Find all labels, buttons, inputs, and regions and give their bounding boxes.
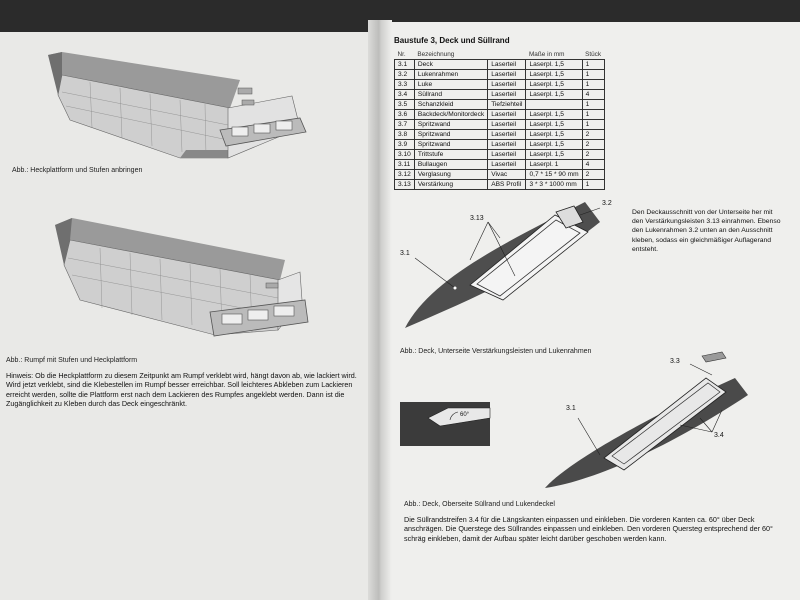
cell-typ: Laserteil: [488, 70, 526, 80]
label-3-1: 3.1: [400, 250, 410, 257]
label-3-1-top: 3.1: [566, 405, 576, 412]
cell-nr: 3.3: [395, 80, 415, 90]
cell-masse: Laserpl. 1,5: [526, 110, 582, 120]
cell-stueck: 4: [582, 90, 604, 100]
cell-bezeichnung: Schanzkleid: [414, 100, 487, 110]
cell-masse: 3 * 3 * 1000 mm: [526, 180, 582, 190]
label-3-3: 3.3: [670, 358, 680, 365]
cell-stueck: 2: [582, 150, 604, 160]
cell-stueck: 1: [582, 70, 604, 80]
cell-typ: Laserteil: [488, 150, 526, 160]
cell-nr: 3.7: [395, 120, 415, 130]
cell-typ: Laserteil: [488, 60, 526, 70]
cell-stueck: 1: [582, 110, 604, 120]
cell-stueck: 2: [582, 130, 604, 140]
cell-stueck: 4: [582, 160, 604, 170]
cell-bezeichnung: Süllrand: [414, 90, 487, 100]
cell-masse: Laserpl. 1,5: [526, 130, 582, 140]
cell-typ: Laserteil: [488, 130, 526, 140]
cell-stueck: 1: [582, 60, 604, 70]
caption-deck-unterseite: Abb.: Deck, Unterseite Verstärkungsleisten und Lukenrahmen: [400, 348, 592, 355]
cell-masse: Laserpl. 1: [526, 160, 582, 170]
bottom-paragraph: Die Süllrandstreifen 3.4 für die Längskanten einpassen und einkleben. Die vorderen Kanten ca. 60° über Deck anschrägen. Die Querstege des Süllrandes einpassen und einkleben. Den vorderen Quersteg entsprechend der 60° schräg einkleben, damit der Aufbau später leicht darüber geschoben werden kann.: [404, 515, 773, 543]
deck-underside-figure: [405, 202, 600, 328]
cell-masse: Laserpl. 1,5: [526, 60, 582, 70]
cell-masse: 0,7 * 15 * 90 mm: [526, 170, 582, 180]
boat-illustration-1: [48, 52, 306, 158]
cell-bezeichnung: Spritzwand: [414, 140, 487, 150]
table-row: [395, 90, 605, 100]
label-3-13: 3.13: [470, 215, 484, 222]
cell-stueck: 1: [582, 80, 604, 90]
cell-masse: Laserpl. 1,5: [526, 80, 582, 90]
cell-nr: 3.10: [395, 150, 415, 160]
header-blank: [488, 50, 526, 60]
header-stueck: Stück: [585, 51, 602, 58]
cell-nr: 3.13: [395, 180, 415, 190]
cell-bezeichnung: Spritzwand: [414, 120, 487, 130]
hint-paragraph: Hinweis: Ob die Heckplattform zu diesem Zeitpunkt am Rumpf verklebt wird, hängt davon ab, wie lackiert wird. Wird jetzt verklebt, sind die Klebestellen im Rumpf besser erreichbar. Soll leichteres Abkleben zum Lackieren erreicht werden, sollte die Plattform erst nach dem Lackieren des Rumpfes angeklebt werden. Dann ist die Zugänglichkeit zu Kleben durch das Deck eingeschränkt.: [6, 371, 357, 409]
cell-typ: Laserteil: [488, 90, 526, 100]
cell-nr: 3.11: [395, 160, 415, 170]
cell-typ: Vivac: [488, 170, 526, 180]
parts-table: [394, 50, 605, 190]
cell-typ: Tiefziehteil: [488, 100, 526, 110]
table-row: [395, 70, 605, 80]
table-row: [395, 130, 605, 140]
cell-bezeichnung: Spritzwand: [414, 130, 487, 140]
cell-typ: Laserteil: [488, 80, 526, 90]
parts-table-body: [395, 60, 605, 190]
label-3-4: 3.4: [714, 432, 724, 439]
section-title: Baustufe 3, Deck und Süllrand: [394, 36, 510, 45]
cell-nr: 3.8: [395, 130, 415, 140]
cell-stueck: 2: [582, 170, 604, 180]
table-row: [395, 180, 605, 190]
cell-bezeichnung: Luke: [414, 80, 487, 90]
header-nr: Nr.: [397, 51, 406, 58]
cell-masse: Laserpl. 1,5: [526, 150, 582, 160]
header-bezeichnung: Bezeichnung: [417, 51, 455, 58]
table-row: [395, 100, 605, 110]
cell-masse: Laserpl. 1,5: [526, 120, 582, 130]
deck-topside-figure: [545, 352, 748, 488]
cell-typ: ABS Profil: [488, 180, 526, 190]
cell-masse: Laserpl. 1,5: [526, 140, 582, 150]
cell-bezeichnung: Verglasung: [414, 170, 487, 180]
cell-stueck: 2: [582, 140, 604, 150]
caption-heckplattform: Abb.: Heckplattform und Stufen anbringen: [12, 167, 143, 174]
cell-nr: 3.2: [395, 70, 415, 80]
cell-nr: 3.6: [395, 110, 415, 120]
header-masse: Maße in mm: [528, 51, 565, 58]
table-header-row: [395, 50, 605, 60]
label-60-degree: 60°: [460, 412, 470, 418]
cell-nr: 3.4: [395, 90, 415, 100]
deck-note: Den Deckausschnitt von der Unterseite her mit den Verstärkungsleisten 3.13 einrahmen. Ebenso den Lukenrahmen 3.2 unten an den Ausschnitt kleben, sodass ein gleichmäßiger Auflagerand entsteht.: [632, 209, 781, 253]
cell-nr: 3.9: [395, 140, 415, 150]
cell-typ: Laserteil: [488, 160, 526, 170]
table-row: [395, 140, 605, 150]
table-row: [395, 80, 605, 90]
table-row: [395, 160, 605, 170]
cell-bezeichnung: Backdeck/Monitordeck: [414, 110, 487, 120]
cell-typ: Laserteil: [488, 140, 526, 150]
cell-bezeichnung: Verstärkung: [414, 180, 487, 190]
cell-stueck: 1: [582, 180, 604, 190]
table-row: [395, 60, 605, 70]
label-3-2: 3.2: [602, 200, 612, 207]
cell-nr: 3.5: [395, 100, 415, 110]
cell-masse: Laserpl. 1,5: [526, 90, 582, 100]
cell-stueck: 1: [582, 100, 604, 110]
cell-bezeichnung: Bullaugen: [414, 160, 487, 170]
caption-deck-oberseite: Abb.: Deck, Oberseite Süllrand und Lukendeckel: [404, 501, 555, 508]
cell-nr: 3.1: [395, 60, 415, 70]
cell-bezeichnung: Lukenrahmen: [414, 70, 487, 80]
cell-bezeichnung: Trittstufe: [414, 150, 487, 160]
cell-nr: 3.12: [395, 170, 415, 180]
table-row: [395, 110, 605, 120]
cell-typ: Laserteil: [488, 120, 526, 130]
cell-masse: [526, 100, 582, 110]
table-row: [395, 120, 605, 130]
cell-masse: Laserpl. 1,5: [526, 70, 582, 80]
boat-illustration-2: [55, 218, 308, 336]
cell-stueck: 1: [582, 120, 604, 130]
caption-rumpf: Abb.: Rumpf mit Stufen und Heckplattform: [6, 357, 138, 364]
table-row: [395, 150, 605, 160]
cell-typ: Laserteil: [488, 110, 526, 120]
table-row: [395, 170, 605, 180]
cell-bezeichnung: Deck: [414, 60, 487, 70]
edge-detail-figure: [400, 402, 490, 446]
